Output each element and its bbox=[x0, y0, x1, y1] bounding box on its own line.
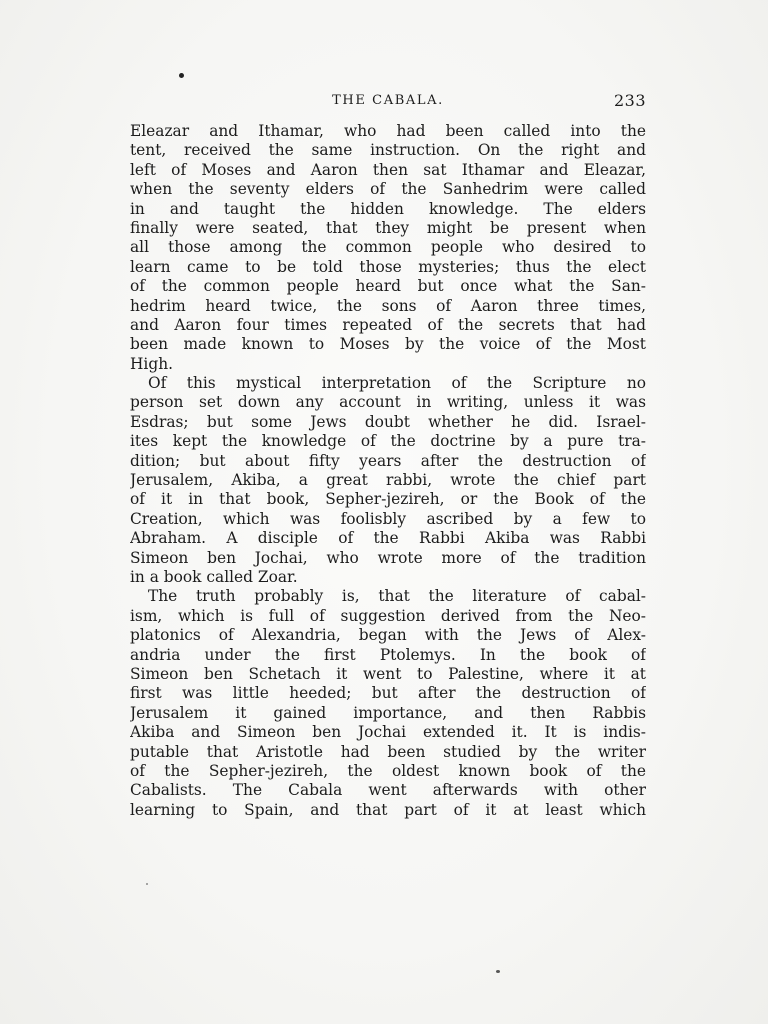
text-line: finally were seated, that they might be present when bbox=[130, 218, 646, 237]
text-line: ism, which is full of suggestion derived from the Neo- bbox=[130, 606, 646, 625]
text-line: Esdras; but some Jews doubt whether he did. Israel- bbox=[130, 412, 646, 431]
body-text bbox=[130, 122, 646, 820]
running-head bbox=[130, 92, 646, 110]
text-line: of it in that book, Sepher-jezireh, or the Book of the bbox=[130, 490, 646, 509]
text-line: left of Moses and Aaron then sat Ithamar and Eleazar, bbox=[130, 160, 646, 179]
text-line: Simeon ben Jochai, who wrote more of the tradition bbox=[130, 548, 646, 567]
paragraph-end-line: in a book called Zoar. bbox=[130, 567, 298, 586]
text-line: putable that Aristotle had been studied by the writer bbox=[130, 742, 646, 761]
running-title: THE CABALA. bbox=[332, 93, 444, 108]
text-line: of the Sepher-jezireh, the oldest known book of the bbox=[130, 761, 646, 780]
text-line: dition; but about fifty years after the destruction of bbox=[130, 451, 646, 470]
text-line: of the common people heard but once what the San- bbox=[130, 277, 646, 296]
text-line: Creation, which was foolisbly ascribed by a few to bbox=[130, 509, 646, 528]
paragraph-start-line: Of this mystical interpretation of the Scripture no bbox=[148, 374, 646, 393]
text-line: Akiba and Simeon ben Jochai extended it. It is indis- bbox=[130, 723, 646, 742]
text-line: been made known to Moses by the voice of the Most bbox=[130, 335, 646, 354]
text-line: hedrim heard twice, the sons of Aaron three times, bbox=[130, 296, 646, 315]
text-line: learn came to be told those mysteries; thus the elect bbox=[130, 257, 646, 276]
text-line: andria under the first Ptolemys. In the book of bbox=[130, 645, 646, 664]
ink-speck bbox=[146, 883, 148, 885]
page-number: 233 bbox=[613, 91, 646, 110]
text-line: in and taught the hidden knowledge. The elders bbox=[130, 199, 646, 218]
text-line: Eleazar and Ithamar, who had been called into the bbox=[130, 122, 646, 140]
paragraph-end-line: High. bbox=[130, 354, 174, 373]
text-line: Simeon ben Schetach it went to Palestine, where it at bbox=[130, 664, 646, 683]
text-line: ites kept the knowledge of the doctrine by a pure tra- bbox=[130, 432, 646, 451]
ink-speck bbox=[496, 970, 500, 973]
ink-speck bbox=[179, 73, 184, 78]
text-line: first was little heeded; but after the destruction of bbox=[130, 684, 646, 703]
text-line: learning to Spain, and that part of it at least which bbox=[130, 800, 646, 819]
text-line: when the seventy elders of the Sanhedrim were called bbox=[130, 180, 646, 199]
text-line: person set down any account in writing, unless it was bbox=[130, 393, 646, 412]
text-line: Jerusalem it gained importance, and then Rabbis bbox=[130, 703, 646, 722]
text-line: Abraham. A disciple of the Rabbi Akiba was Rabbi bbox=[130, 529, 646, 548]
text-line: all those among the common people who desired to bbox=[130, 238, 646, 257]
text-line: Jerusalem, Akiba, a great rabbi, wrote the chief part bbox=[130, 471, 646, 490]
text-line: Cabalists. The Cabala went afterwards with other bbox=[130, 781, 646, 800]
text-line: tent, received the same instruction. On the right and bbox=[130, 141, 646, 160]
text-line: and Aaron four times repeated of the secrets that had bbox=[130, 315, 646, 334]
paragraph-start-line: The truth probably is, that the literature of cabal- bbox=[148, 587, 646, 606]
text-line: platonics of Alexandria, began with the Jews of Alex- bbox=[130, 626, 646, 645]
